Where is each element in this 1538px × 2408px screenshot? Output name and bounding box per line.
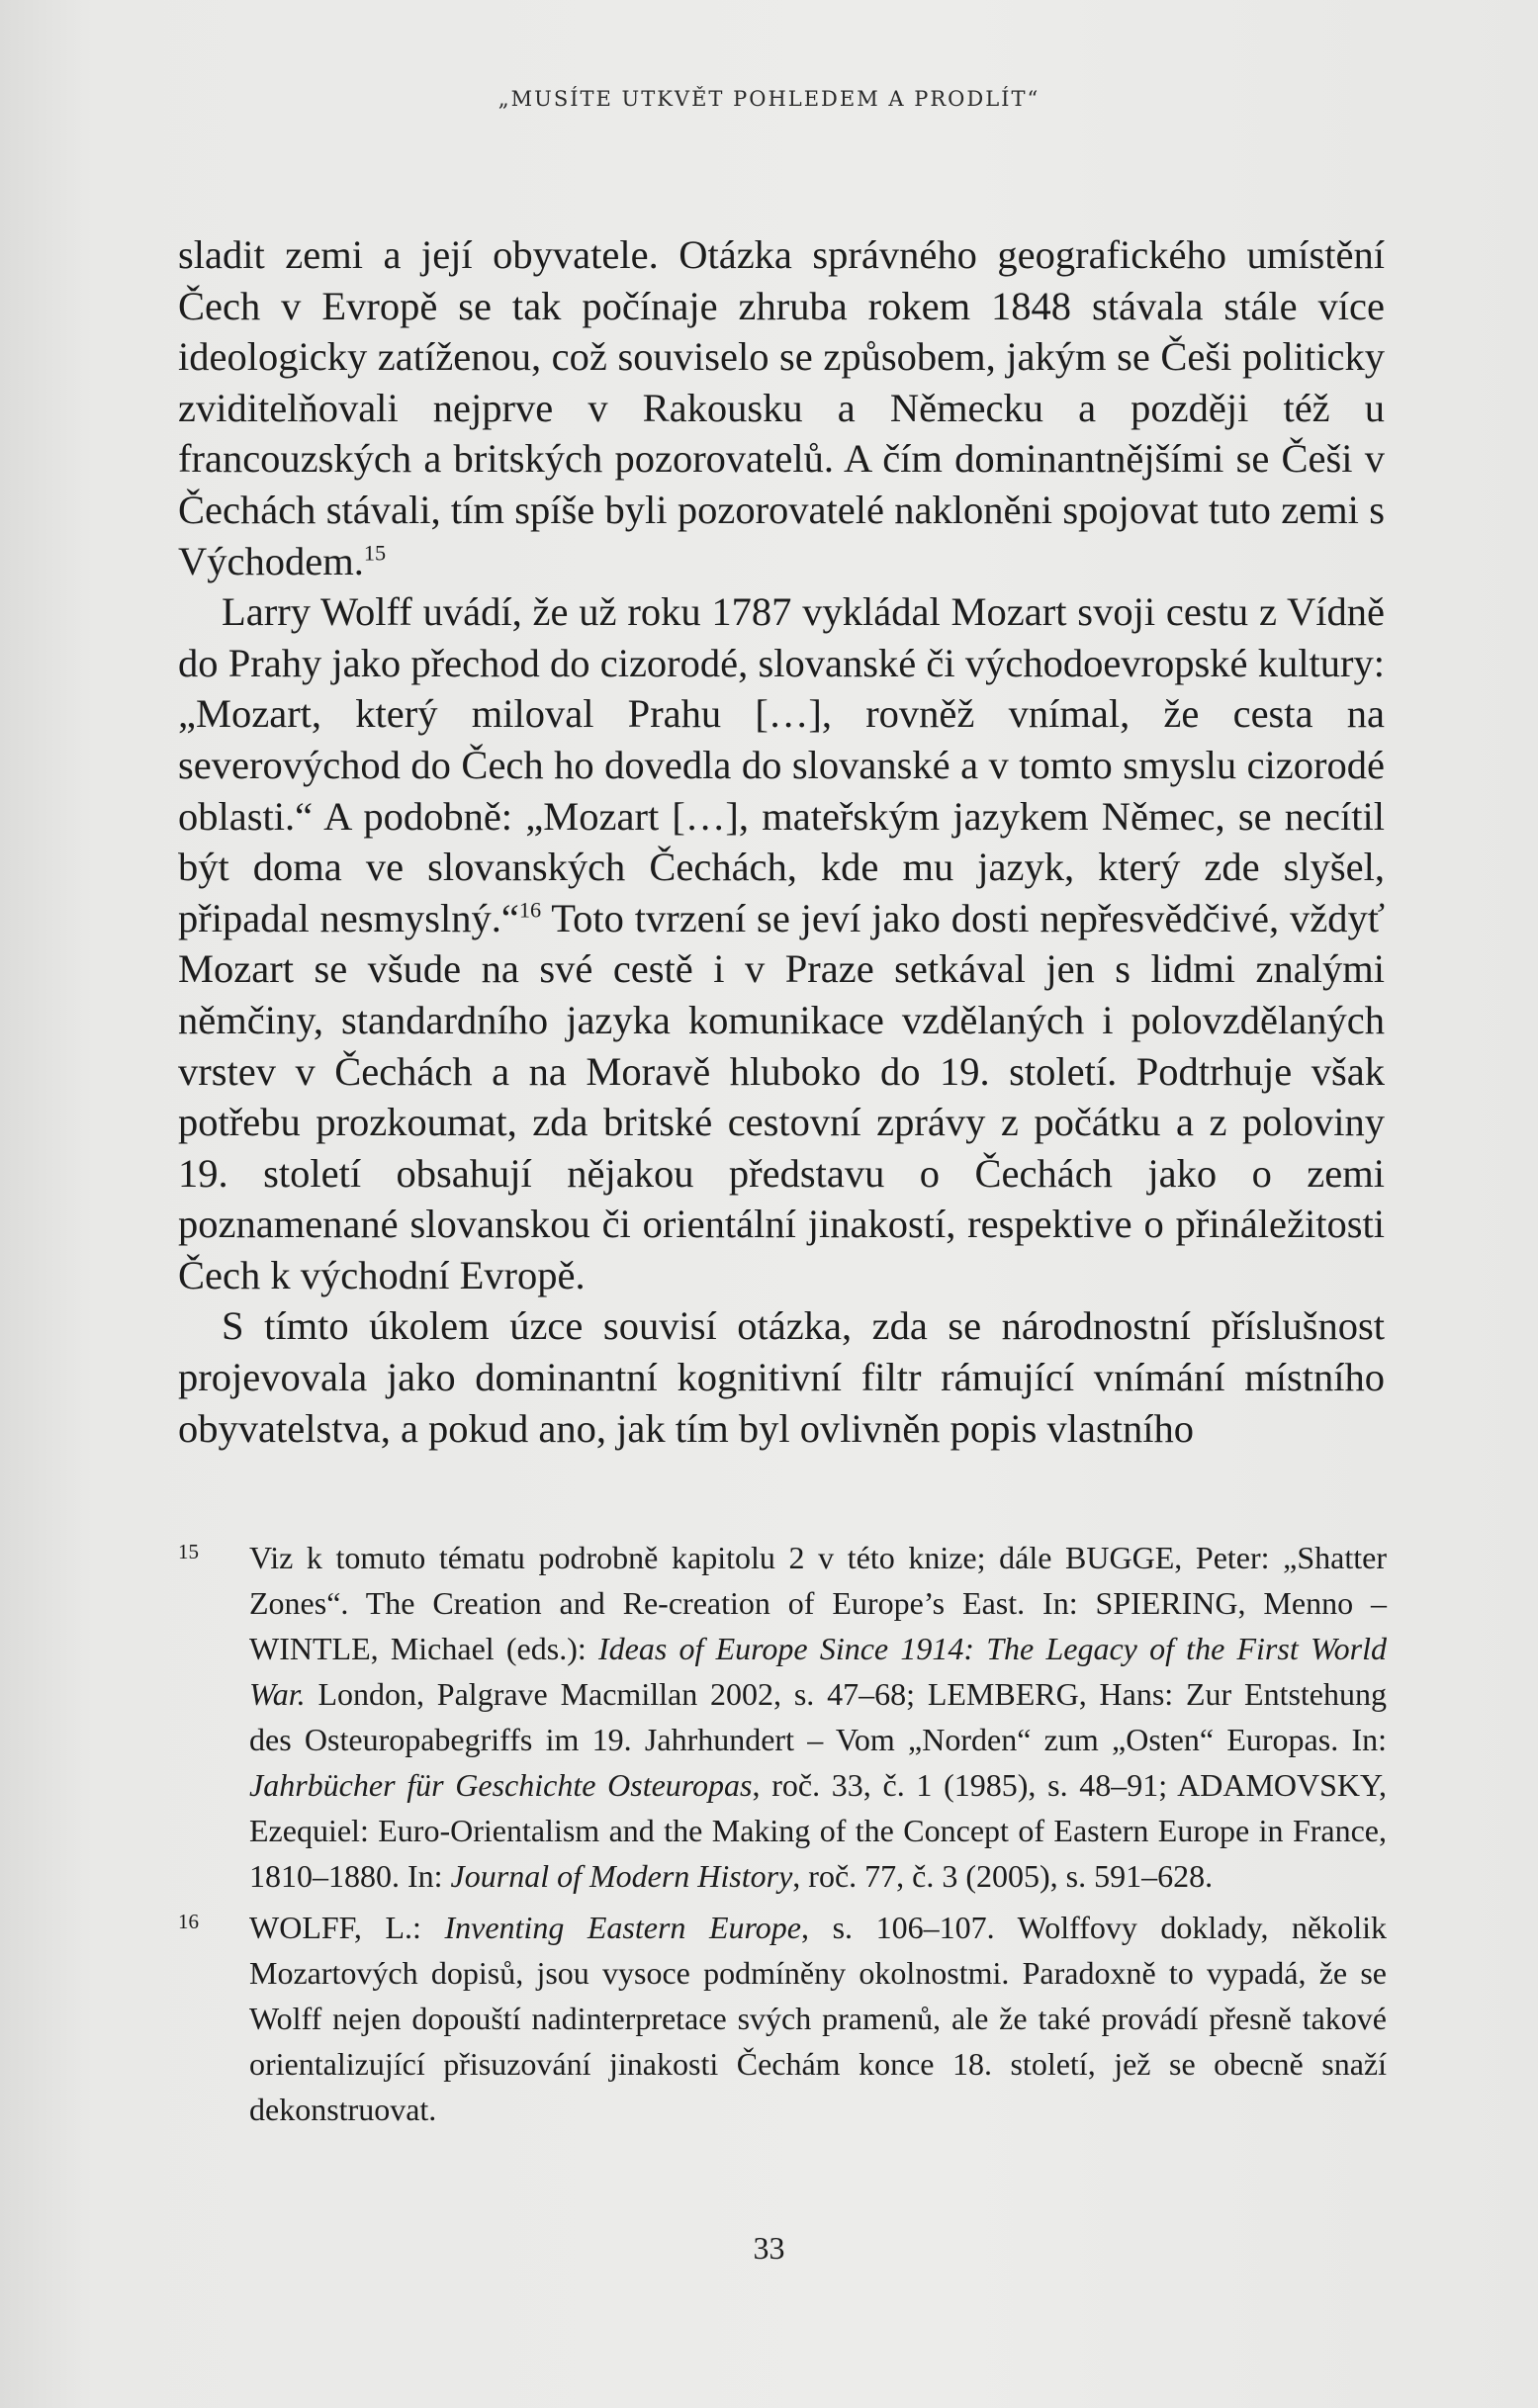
running-head: „MUSÍTE UTKVĚT POHLEDEM A PRODLÍT“ (498, 87, 1040, 111)
paragraph-text: Toto tvrzení se jeví jako dosti nepřesvědčivé, vždyť Mozart se všude na své cestě i v Praze setkával jen s lidmi znalými němčiny, standardního jazyka komunikace vzdělaných i polovzdělaných vrstev v Čechách a na Moravě hluboko do 19. století. Podtrhuje však potřebu prozkoumat, zda britské cestovní zprávy z počátku a z poloviny 19. století obsahují nějakou představu o Čechách jako o zemi poznamenané slovanskou či orientální jinakostí, respektive o přináležitosti Čech k východní Evropě. (178, 895, 1385, 1297)
footnote-ref: 16 (518, 897, 542, 923)
footnote-number: 16 (178, 1910, 199, 1933)
paragraph-text: S tímto úkolem úzce souvisí otázka, zda se národnostní příslušnost projevovala jako dominantní kognitivní filtr rámující vnímání místního obyvatelstva, a pokud ano, jak tím byl ovlivněn popis vlastního (178, 1303, 1385, 1451)
footnote-number: 15 (178, 1540, 199, 1563)
page-number: 33 (753, 2230, 785, 2266)
footnote-italic: Inventing Eastern Europe (444, 1910, 802, 1945)
main-text (178, 229, 1385, 1454)
paragraph (178, 1300, 1385, 1454)
paragraph-text: sladit zemi a její obyvatele. Otázka správného geografického umístění Čech v Evropě se tak počínaje zhruba rokem 1848 stávala stále více ideologicky zatíženou, což souviselo se způsobem, jakým se Češi politicky zviditelňovali nejprve v Rakousku a Německu a později též u francouzských a britských pozorovatelů. A čím dominantnějšími se Češi v Čechách stávali, tím spíše byli pozorovatelé nakloněni spojovat tuto zemi s Východem. (178, 232, 1385, 583)
footnote (178, 1905, 1387, 2132)
footnotes (178, 1535, 1387, 2138)
paragraph (178, 586, 1385, 1300)
footnote-text: , roč. 77, č. 3 (2005), s. 591–628. (792, 1858, 1214, 1894)
footnote (178, 1535, 1387, 1899)
footnote-text: , s. 106–107. Wolffovy doklady, několik Mozartových dopisů, jsou vysoce podmíněny okolnostmi. Paradoxně to vypadá, že se Wolff nejen dopouští nadinterpretace svých pramenů, ale že také provádí přesně takové orientalizující přisuzování jinakosti Čechám konce 18. století, jež se obecně snaží dekonstruovat. (249, 1910, 1388, 2127)
footnote-text: WOLFF, L.: (249, 1910, 445, 1945)
footnote-text: London, Palgrave Macmillan 2002, s. 47–68; LEMBERG, Hans: Zur Entstehung des Osteuropabegriffs im 19. Jahrhundert – Vom „Norden“ zum „Osten“ Europas. In: (249, 1676, 1387, 1757)
footnote-text: Viz k tomuto tématu podrobně kapitolu 2 v této knize; dále BUGGE, Peter: „Shatter Zones“. The Creation and Re-creation of Europe’s East. In: SPIERING, Menno – WINTLE, Michael (eds.): (249, 1540, 1387, 1666)
footnote-ref: 15 (363, 540, 387, 566)
footnote-italic: Jahrbücher für Geschichte Osteuropas (249, 1767, 753, 1803)
paragraph-text: Larry Wolff uvádí, že už roku 1787 vykládal Mozart svoji cestu z Vídně do Prahy jako přechod do cizorodé, slovanské či východoevropské kultury: „Mozart, který miloval Prahu […], rovněž vnímal, že cesta na severovýchod do Čech ho dovedla do slovanské a v tomto smyslu cizorodé oblasti.“ A podobně: „Mozart […], mateřským jazykem Němec, se necítil být doma ve slovanských Čechách, kde mu jazyk, který zde slyšel, připadal nesmyslný.“ (178, 589, 1385, 940)
footnote-italic: Journal of Modern History (450, 1858, 793, 1894)
footnote-italic: Ideas of Europe Since 1914: The Legacy of the First World War. (249, 1631, 1388, 1712)
paragraph (178, 229, 1385, 586)
footnote-text: , roč. 33, č. 1 (1985), s. 48–91; ADAMOVSKY, Ezequiel: Euro-Orientalism and the Making of the Concept of Eastern Europe in France, 1810–1880. In: (249, 1767, 1388, 1894)
